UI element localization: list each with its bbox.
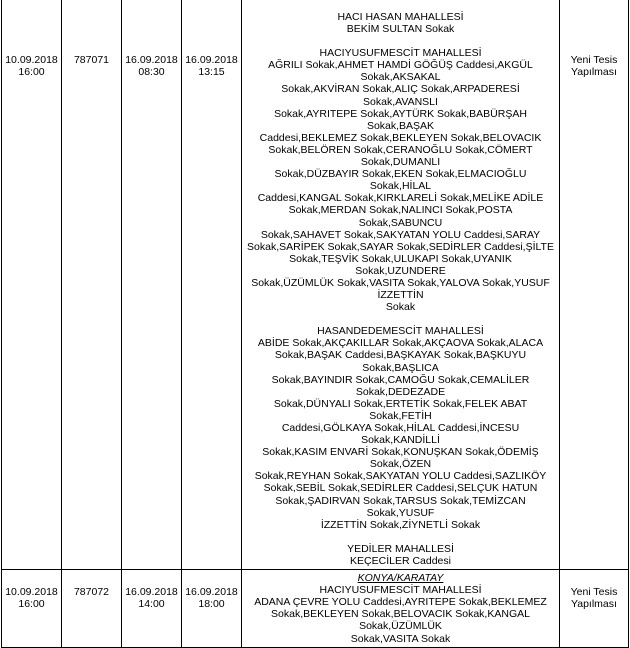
end-cell [182,570,242,648]
ref-cell [62,0,122,570]
street-line: Sokak,BAŞAK Caddesi,BAŞKAYAK Sokak,BAŞKUYU Sokak,BAŞLICA [274,349,527,374]
end-cell [182,0,242,570]
begin-time: 14:00 [138,598,165,611]
street-line: Sokak,MERDAN Sokak,NALINCI Sokak,POSTA Sokak,SABUNCU [288,204,513,229]
district-block-hacihasan [246,11,555,35]
announce-time: 16:00 [18,598,45,611]
street-line: Sokak,SARİPEK Sokak,SAYAR Sokak,SEDİRLER Caddesi,ŞİLTE [247,240,554,253]
street-line: Caddesi,KANGAL Sokak,KIRKLARELİ Sokak,MELİKE ADİLE [257,192,544,205]
street-line: Sokak,SAHAVET Sokak,SAKYATAN YOLU Caddesi,SARAY [260,228,541,241]
street-line: Sokak,REYHAN Sokak,SAKYATAN YOLU Caddesi,SAZLIKÖY [254,470,547,483]
street-line: Caddesi,BEKLEMEZ Sokak,BEKLEYEN Sokak,BELOVACIK [259,131,542,144]
street-line: Sokak,SEBİL Sokak,SEDİRLER Caddesi,SELÇUK HATUN [263,482,538,495]
outage-table [1,0,629,648]
district-title: HACIYUSUFMESCİT MAHALLESİ [319,584,482,597]
street-line: Sokak,DÜNYALI Sokak,ERTETİK Sokak,FELEK ABAT Sokak,FETİH [273,397,528,422]
begin-cell [122,0,182,570]
end-date: 16.09.2018 [185,54,238,66]
street-line: Sokak,VASITA Sokak [350,632,451,645]
ref-number: 787072 [73,586,110,599]
street-line: BEKİM SULTAN Sokak [346,23,455,36]
street-line: AĞRILI Sokak,AHMET HAMDİ GÖĞÜŞ Caddesi,AKGÜL Sokak,AKSAKAL [268,59,533,84]
district-title: HACI HASAN MAHALLESİ [337,11,464,23]
district-block-haciyusufmescit [246,584,555,644]
district-title: YEDİLER MAHALLESİ [347,542,454,555]
begin-cell [122,570,182,648]
street-line: Sokak,BELÖREN Sokak,CERANOĞLU Sokak,CÖMERT Sokak,DUMANLI [268,143,533,169]
province-label: KONYA/KARATAY [357,572,444,585]
street-line: KEÇECİLER Caddesi [350,554,451,567]
reason-cell [560,570,629,648]
announce-date: 10.09.2018 [5,586,58,599]
announce-time: 16:00 [18,66,45,79]
announce-date: 10.09.2018 [5,54,58,66]
district-block-hasandedemescit [246,325,555,531]
announce-cell [2,570,62,648]
district-block-haciyusufmescit [246,47,555,313]
street-line: Sokak [385,301,416,314]
table-row [2,570,629,648]
district-title: HASANDEDEMESCİT MAHALLESİ [317,325,484,338]
street-line: Sokak,BEKLEYEN Sokak,BELOVACIK Sokak,KANGAL Sokak,ÜZÜMLÜK [271,608,530,633]
street-line: ADANA ÇEVRE YOLU Caddesi,AYRITEPE Sokak,BEKLEMEZ [254,596,547,609]
reason-line: Yapılması [571,598,617,611]
end-date: 16.09.2018 [185,586,238,599]
street-line: Sokak,ÜZÜMLÜK Sokak,VASITA Sokak,YALOVA Sokak,YUSUF İZZETTİN [251,276,550,302]
table-row [2,0,629,570]
reason-line: Yeni Tesis [570,54,618,66]
street-line: Sokak,BAYINDIR Sokak,CAMOĞU Sokak,CEMALİLER Sokak,DEDEZADE [271,373,530,398]
begin-time: 08:30 [138,66,165,79]
end-time: 13:15 [198,66,225,79]
begin-date: 16.09.2018 [125,586,178,599]
ref-number: 787071 [73,54,110,66]
begin-date: 16.09.2018 [125,54,178,66]
street-line: Sokak,AYRITEPE Sokak,AYTÜRK Sokak,BABÜRŞAH Sokak,BAŞAK [274,107,527,132]
street-line: Sokak,TEŞVİK Sokak,ULUKAPI Sokak,UYANIK Sokak,UZUNDERE [289,252,512,277]
affected-streets-cell [242,570,560,648]
reason-line: Yapılması [571,66,617,79]
district-title: HACIYUSUFMESCİT MAHALLESİ [319,47,482,60]
affected-streets-cell [242,0,560,570]
street-line: İZZETTİN Sokak,ZİYNETLİ Sokak [320,518,481,531]
street-line: Sokak,DÜZBAYIR Sokak,EKEN Sokak,ELMACIOĞLU Sokak,HİLAL [274,168,527,193]
reason-line: Yeni Tesis [570,586,618,599]
announce-cell [2,0,62,570]
reason-cell [560,0,629,570]
street-line: Sokak,AKVİRAN Sokak,ALIÇ Sokak,ARPADERESİ Sokak,AVANSLI [281,83,520,108]
district-block-yediler [246,543,555,567]
street-line: Sokak,KASIM ENVARİ Sokak,KONUŞKAN Sokak,ÖDEMİŞ Sokak,ÖZEN [262,446,539,471]
street-line: Sokak,ŞADIRVAN Sokak,TARSUS Sokak,TEMİZCAN Sokak,YUSUF [275,494,526,519]
street-line: ABİDE Sokak,AKÇAKILLAR Sokak,AKÇAOVA Sokak,ALACA [257,337,544,350]
ref-cell [62,570,122,648]
end-time: 18:00 [198,598,225,611]
street-line: Caddesi,GÖLKAYA Sokak,HİLAL Caddesi,İNCESU Sokak,KANDİLLİ [281,422,520,447]
